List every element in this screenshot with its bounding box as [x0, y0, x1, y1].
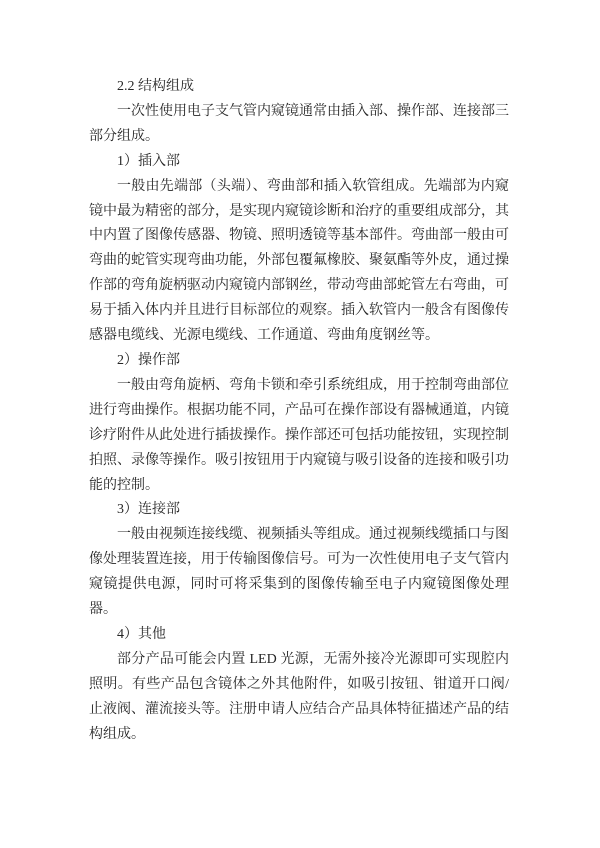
item-heading-operation: 2）操作部: [117, 352, 180, 368]
item-body-connection: 一般由视频连接线缆、视频插头等组成。通过视频线缆插口与图像处理装置连接，用于传输图像信号。可为一次性使用电子支气管内窥镜提供电源，同时可将采集到的图像传输至电子内窥镜图像处理器。: [89, 527, 509, 618]
item-body-other: 部分产品可能会内置 LED 光源，无需外接冷光源即可实现腔内照明。有些产品包含镜体之外其他附件，如吸引按钮、钳道开口阀/止液阀、灌流接头等。注册申请人应结合产品具体特征描述产品的结构组成。: [89, 651, 509, 742]
item-body-insertion: 一般由先端部（头端）、弯曲部和插入软管组成。先端部为内窥镜中最为精密的部分，是实现内窥镜诊断和治疗的重要组成部分，其中内置了图像传感器、物镜、照明透镜等基本部件。弯曲部一般由可弯曲的蛇管实现弯曲功能，外部包覆氟橡胶、聚氨酯等外皮，通过操作部的弯角旋柄驱动内窥镜内部钢丝，带动弯曲部蛇管左右弯曲，可易于插入体内并且进行目标部位的观察。插入软管内一般含有图像传感器电缆线、光源电缆线、工作通道、弯曲角度钢丝等。: [89, 178, 509, 344]
item-body-operation: 一般由弯角旋柄、弯角卡锁和牵引系统组成，用于控制弯曲部位进行弯曲操作。根据功能不同，产品可在操作部设有器械通道，内镜诊疗附件从此处进行插拔操作。操作部还可包括功能按钮，实现控制拍照、录像等操作。吸引按钮用于内窥镜与吸引设备的连接和吸引功能的控制。: [89, 377, 509, 493]
item-heading-other: 4）其他: [117, 626, 166, 642]
document-content: [89, 75, 509, 747]
item-heading-connection: 3）连接部: [117, 502, 180, 518]
section-heading: 2.2 结构组成: [117, 79, 194, 94]
item-heading-insertion: 1）插入部: [117, 153, 180, 169]
intro-paragraph: 一次性使用电子支气管内窥镜通常由插入部、操作部、连接部三部分组成。: [89, 103, 509, 144]
